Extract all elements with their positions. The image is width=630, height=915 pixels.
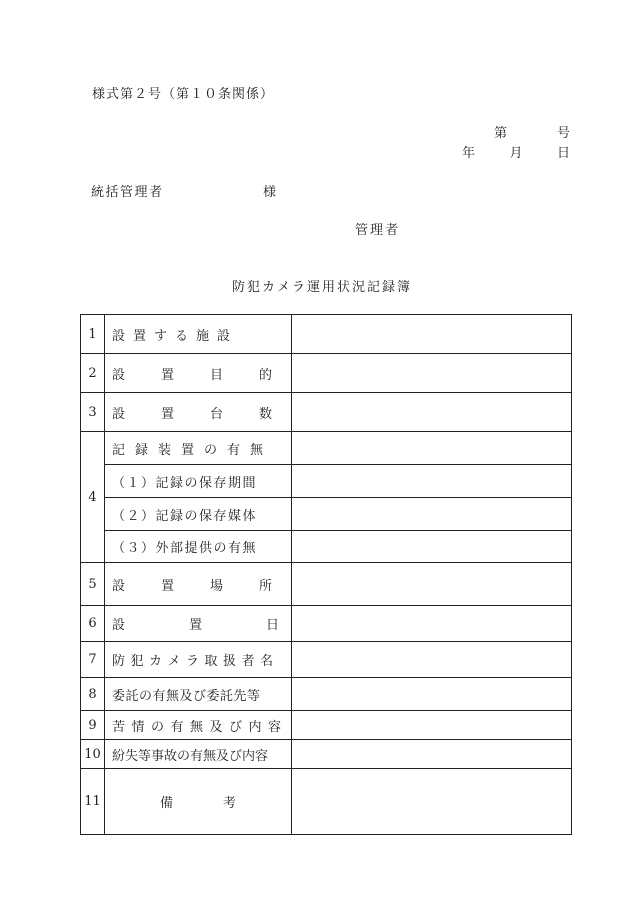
row-label bbox=[105, 315, 292, 354]
document-title: 防犯カメラ運用状況記録簿 bbox=[232, 280, 413, 295]
row-label-text: 設置日 bbox=[112, 618, 344, 633]
row-label bbox=[105, 432, 292, 465]
row-number: 5 bbox=[81, 563, 105, 606]
row-label-text: 記録装置の有無 bbox=[112, 442, 274, 458]
row-number: 2 bbox=[81, 354, 105, 393]
row-value-cell[interactable] bbox=[292, 642, 572, 678]
row-label bbox=[105, 740, 292, 769]
record-table bbox=[80, 314, 572, 835]
table-row bbox=[81, 642, 572, 678]
addressee-honorific: 様 bbox=[262, 185, 276, 200]
row-label-text: 紛失等事故の有無及び内容 bbox=[112, 748, 269, 764]
row-number: 1 bbox=[81, 315, 105, 354]
row-number: 6 bbox=[81, 606, 105, 642]
row-value-cell[interactable] bbox=[292, 432, 572, 465]
date-month: 月 bbox=[509, 146, 523, 161]
row-value-cell[interactable] bbox=[292, 563, 572, 606]
row-number: 7 bbox=[81, 642, 105, 678]
sub-row-label-text: （１）記録の保存期間 bbox=[112, 475, 258, 491]
date-day: 日 bbox=[556, 146, 570, 161]
sender: 管理者 bbox=[355, 223, 401, 238]
table-row bbox=[81, 769, 572, 835]
row-label-text: 設置する施設 bbox=[112, 328, 239, 344]
row-number: 11 bbox=[81, 769, 105, 835]
number-prefix: 第 bbox=[494, 126, 508, 141]
row-label bbox=[105, 711, 292, 740]
row-number: 10 bbox=[81, 740, 105, 769]
date-year: 年 bbox=[462, 146, 476, 161]
number-suffix: 号 bbox=[556, 126, 570, 141]
table-row bbox=[81, 465, 572, 498]
row-value-cell[interactable] bbox=[292, 393, 572, 432]
row-label bbox=[105, 393, 309, 432]
row-number: 4 bbox=[81, 432, 105, 563]
row-value-cell[interactable] bbox=[292, 678, 572, 711]
sub-row-label bbox=[105, 465, 292, 498]
row-value-cell[interactable] bbox=[292, 740, 572, 769]
table-row bbox=[81, 354, 572, 393]
row-label bbox=[105, 606, 344, 642]
row-value-cell[interactable] bbox=[292, 531, 572, 563]
table-row bbox=[81, 606, 572, 642]
sub-row-label-text: （３）外部提供の有無 bbox=[112, 541, 258, 556]
document-number-line bbox=[494, 122, 570, 141]
row-label bbox=[105, 678, 292, 711]
table-row bbox=[81, 678, 572, 711]
table-row bbox=[81, 498, 572, 531]
form-number: 様式第２号（第１０条関係） bbox=[92, 87, 275, 102]
row-label-text: 委託の有無及び委託先等 bbox=[112, 688, 261, 704]
row-label bbox=[105, 563, 309, 606]
row-value-cell[interactable] bbox=[292, 315, 572, 354]
row-label-text: 備考 bbox=[159, 796, 286, 811]
sub-row-label bbox=[105, 531, 292, 563]
row-label-text: 苦情の有無及び内容 bbox=[112, 719, 288, 735]
row-value-cell[interactable] bbox=[292, 769, 572, 835]
addressee bbox=[91, 181, 276, 200]
row-label-text: 設置目的 bbox=[112, 367, 309, 383]
table-row bbox=[81, 393, 572, 432]
row-label bbox=[105, 642, 292, 678]
row-label bbox=[105, 354, 309, 393]
table-row bbox=[81, 432, 572, 465]
table-row bbox=[81, 563, 572, 606]
row-number: 9 bbox=[81, 711, 105, 740]
table-row bbox=[81, 315, 572, 354]
row-value-cell[interactable] bbox=[292, 354, 572, 393]
row-number: 3 bbox=[81, 393, 105, 432]
row-number: 8 bbox=[81, 678, 105, 711]
row-value-cell[interactable] bbox=[292, 465, 572, 498]
row-label bbox=[105, 769, 292, 835]
sub-row-label bbox=[105, 498, 292, 531]
table-row bbox=[81, 711, 572, 740]
date-line bbox=[462, 142, 570, 161]
sub-row-label-text: （２）記録の保存媒体 bbox=[112, 508, 258, 524]
addressee-name: 統括管理者 bbox=[91, 185, 164, 200]
table-row bbox=[81, 740, 572, 769]
table-row bbox=[81, 531, 572, 563]
row-label-text: 設置台数 bbox=[112, 406, 309, 422]
row-label-text: 防犯カメラ取扱者名 bbox=[112, 654, 279, 669]
row-label-text: 設置場所 bbox=[112, 578, 309, 594]
row-value-cell[interactable] bbox=[292, 498, 572, 531]
row-value-cell[interactable] bbox=[292, 711, 572, 740]
